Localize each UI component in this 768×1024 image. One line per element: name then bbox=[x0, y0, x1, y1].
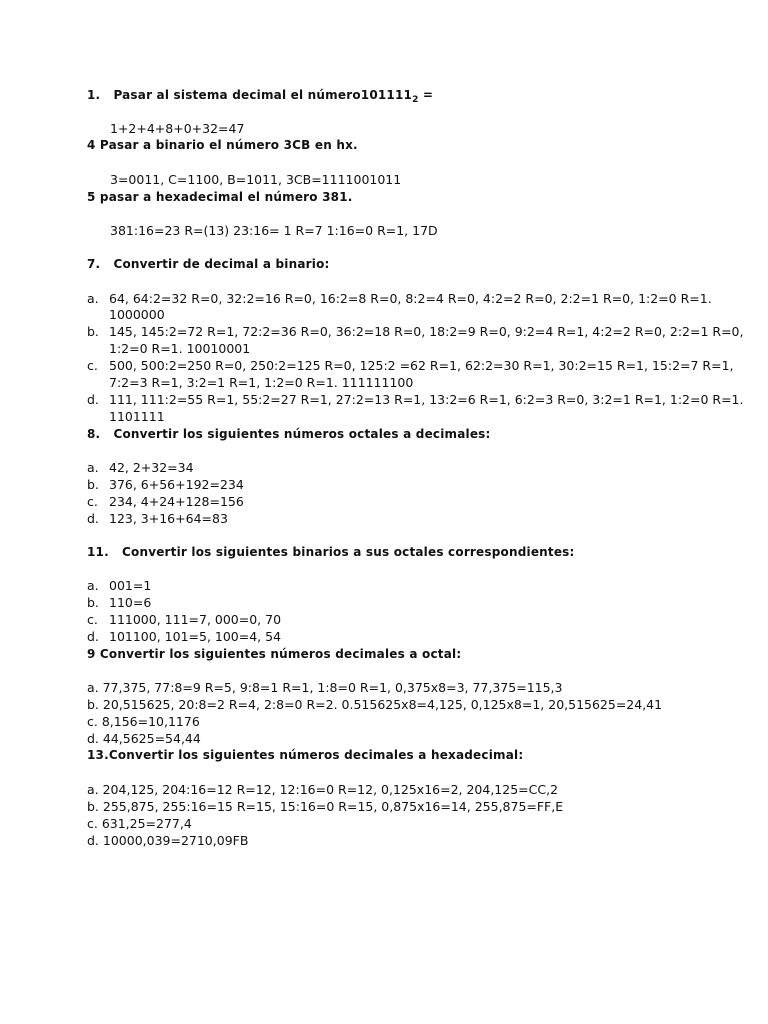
list-item bbox=[87, 391, 744, 408]
list-item bbox=[87, 594, 151, 611]
list-item bbox=[87, 476, 244, 493]
list-item: b. 20,515625, 20:8=2 R=4, 2:8=0 R=2. 0.515625x8=4,125, 0,125x8=1, 20,515625=24,41 bbox=[87, 697, 663, 712]
list-item bbox=[87, 459, 194, 476]
list-item bbox=[87, 577, 151, 594]
list-item-text: 42, 2+32=34 bbox=[109, 460, 194, 475]
section-1-title: Pasar al sistema decimal el número101111 bbox=[113, 88, 413, 102]
list-item bbox=[87, 323, 744, 340]
list-marker: a. bbox=[87, 291, 99, 306]
list-item: c. 631,25=277,4 bbox=[87, 816, 192, 831]
section-8-title: Convertir los siguientes números octales a decimales: bbox=[113, 427, 491, 441]
list-item-continuation: 1:2=0 R=1. 10010001 bbox=[109, 341, 251, 356]
list-item-text: 111000, 111=7, 000=0, 70 bbox=[109, 612, 282, 627]
list-item-continuation: 7:2=3 R=1, 3:2=1 R=1, 1:2=0 R=1. 111111100 bbox=[109, 375, 414, 390]
section-4-answer: 3=0011, C=1100, B=1011, 3CB=1111001011 bbox=[110, 172, 402, 187]
section-11-number: 11. bbox=[87, 545, 109, 559]
section-13-heading: 13.Convertir los siguientes números decimales a hexadecimal: bbox=[87, 748, 524, 762]
list-item bbox=[87, 493, 244, 510]
list-item-text: 001=1 bbox=[109, 578, 152, 593]
section-4-heading: 4 Pasar a binario el número 3CB en hx. bbox=[87, 138, 358, 152]
list-item bbox=[87, 510, 228, 527]
list-item-continuation: 1000000 bbox=[109, 307, 165, 322]
section-11-heading bbox=[87, 544, 575, 561]
section-7-title: Convertir de decimal a binario: bbox=[113, 257, 330, 271]
list-item bbox=[87, 611, 281, 628]
section-8-heading bbox=[87, 426, 491, 443]
section-1-equals: = bbox=[418, 88, 434, 102]
section-1-heading bbox=[87, 87, 433, 109]
list-item-text: 234, 4+24+128=156 bbox=[109, 494, 244, 509]
list-item: a. 77,375, 77:8=9 R=5, 9:8=1 R=1, 1:8=0 R=1, 0,375x8=3, 77,375=115,3 bbox=[87, 680, 563, 695]
list-item-text: 101100, 101=5, 100=4, 54 bbox=[109, 629, 282, 644]
section-1-number: 1. bbox=[87, 88, 101, 102]
list-item-text: 145, 145:2=72 R=1, 72:2=36 R=0, 36:2=18 R=0, 18:2=9 R=0, 9:2=4 R=1, 4:2=2 R=0, 2:2=1 R=0, bbox=[109, 324, 744, 339]
list-item bbox=[87, 290, 712, 307]
list-item-text: 500, 500:2=250 R=0, 250:2=125 R=0, 125:2 =62 R=1, 62:2=30 R=1, 30:2=15 R=1, 15:2=7 R=1, bbox=[109, 358, 734, 373]
list-marker: b. bbox=[87, 477, 99, 492]
list-item-text: 376, 6+56+192=234 bbox=[109, 477, 244, 492]
section-7-heading bbox=[87, 256, 330, 273]
list-marker: c. bbox=[87, 612, 98, 627]
list-marker: d. bbox=[87, 511, 99, 526]
list-item: a. 204,125, 204:16=12 R=12, 12:16=0 R=12, 0,125x16=2, 204,125=CC,2 bbox=[87, 782, 559, 797]
list-item: d. 44,5625=54,44 bbox=[87, 731, 201, 746]
list-item-continuation: 1101111 bbox=[109, 409, 165, 424]
section-11-title: Convertir los siguientes binarios a sus octales correspondientes: bbox=[122, 545, 575, 559]
section-1-subscript: 2 bbox=[412, 95, 419, 105]
list-marker: d. bbox=[87, 392, 99, 407]
section-1-answer: 1+2+4+8+0+32=47 bbox=[110, 121, 245, 136]
list-marker: b. bbox=[87, 595, 99, 610]
section-5-heading: 5 pasar a hexadecimal el número 381. bbox=[87, 190, 353, 204]
list-marker: b. bbox=[87, 324, 99, 339]
list-marker: c. bbox=[87, 494, 98, 509]
list-marker: a. bbox=[87, 578, 99, 593]
list-item: c. 8,156=10,1176 bbox=[87, 714, 200, 729]
list-item: b. 255,875, 255:16=15 R=15, 15:16=0 R=15, 0,875x16=14, 255,875=FF,E bbox=[87, 799, 564, 814]
list-item-text: 110=6 bbox=[109, 595, 152, 610]
list-item: d. 10000,039=2710,09FB bbox=[87, 833, 249, 848]
section-5-answer: 381:16=23 R=(13) 23:16= 1 R=7 1:16=0 R=1, 17D bbox=[110, 223, 438, 238]
section-9-heading: 9 Convertir los siguientes números decimales a octal: bbox=[87, 647, 462, 661]
section-7-number: 7. bbox=[87, 257, 101, 271]
list-marker: c. bbox=[87, 358, 98, 373]
list-item bbox=[87, 628, 281, 645]
section-8-number: 8. bbox=[87, 427, 101, 441]
list-item-text: 111, 111:2=55 R=1, 55:2=27 R=1, 27:2=13 R=1, 13:2=6 R=1, 6:2=3 R=0, 3:2=1 R=1, 1:2=0 R=1. bbox=[109, 392, 744, 407]
list-item-text: 123, 3+16+64=83 bbox=[109, 511, 228, 526]
list-marker: d. bbox=[87, 629, 99, 644]
list-item-text: 64, 64:2=32 R=0, 32:2=16 R=0, 16:2=8 R=0, 8:2=4 R=0, 4:2=2 R=0, 2:2=1 R=0, 1:2=0 R=1. bbox=[109, 291, 712, 306]
list-item bbox=[87, 357, 734, 374]
list-marker: a. bbox=[87, 460, 99, 475]
